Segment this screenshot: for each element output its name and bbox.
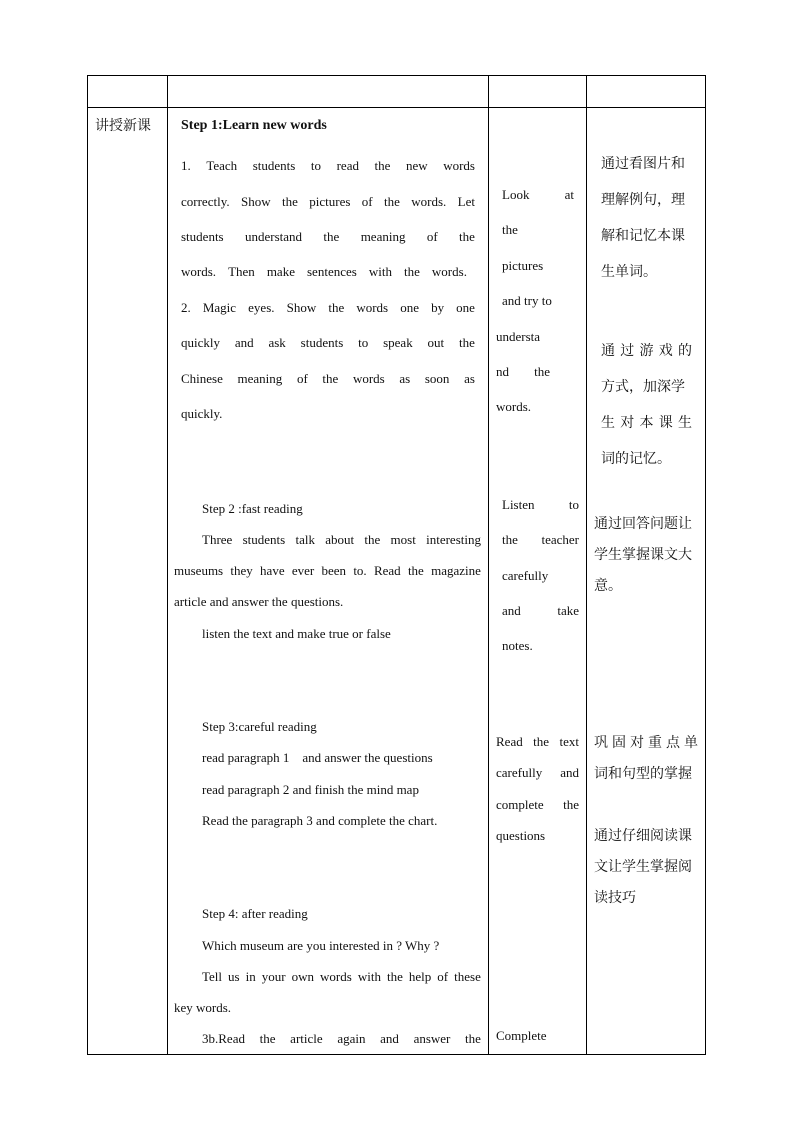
- step1-p2-line3: [181, 371, 475, 387]
- word: speak: [383, 335, 413, 350]
- word: pictures: [309, 194, 351, 209]
- word: words.: [181, 264, 217, 279]
- activity2-line4: [502, 603, 579, 619]
- word: Look: [502, 187, 530, 202]
- word: the: [364, 532, 381, 547]
- activity2-line3: [502, 568, 554, 584]
- purpose4-line1: [594, 734, 698, 752]
- word: 点: [666, 735, 680, 751]
- word: 对: [630, 735, 644, 751]
- word: new: [405, 158, 428, 173]
- table-border-bottom: [87, 1054, 706, 1055]
- word: students: [181, 229, 224, 244]
- word: quickly.: [181, 406, 223, 421]
- column-divider-1: [167, 75, 168, 1055]
- word: 戏: [658, 343, 673, 359]
- word: Magic: [202, 300, 237, 315]
- activity4-line1: Complete: [496, 1028, 547, 1043]
- word: students: [252, 158, 296, 173]
- word: Let: [457, 194, 475, 209]
- step1-p2-line1: [181, 300, 475, 316]
- word: in: [245, 969, 256, 984]
- purpose5-line1: 通过仔细阅读课: [594, 828, 692, 844]
- step1-p2-line4: [181, 406, 241, 422]
- step4-title: Step 4: after reading: [202, 906, 308, 921]
- table-border-left: [87, 75, 88, 1055]
- word: words: [356, 300, 389, 315]
- word: Show: [286, 300, 317, 315]
- step3-line3: Read the paragraph 3 and complete the chart.: [202, 813, 438, 828]
- word: 游: [639, 343, 654, 359]
- word: the: [328, 300, 345, 315]
- word: carefully: [496, 765, 543, 780]
- step4-line1: Which museum are you interested in ? Why ?: [202, 938, 440, 953]
- word: make: [266, 264, 295, 279]
- purpose5-line3: 读技巧: [594, 890, 636, 906]
- activity1-line5: [496, 329, 550, 345]
- word: words: [320, 969, 352, 984]
- word: answer: [413, 1031, 451, 1046]
- word: and: [560, 765, 579, 780]
- word: and try to: [502, 293, 552, 308]
- word: about: [325, 532, 355, 547]
- step4-line4: [202, 1031, 481, 1047]
- word: Chinese: [181, 371, 223, 386]
- word: 重: [648, 735, 662, 751]
- word: the: [502, 532, 518, 547]
- word: words: [443, 158, 475, 173]
- word: students: [242, 532, 286, 547]
- word: the: [386, 969, 403, 984]
- word: ask: [268, 335, 286, 350]
- word: 2.: [181, 300, 191, 315]
- step2-line2: [174, 563, 481, 579]
- table-border-right: [705, 75, 706, 1055]
- word: help: [408, 969, 432, 984]
- purpose1-line4: 生单词。: [601, 264, 657, 280]
- word: of: [361, 194, 373, 209]
- word: been: [321, 563, 347, 578]
- word: Read: [373, 563, 401, 578]
- step2-title: Step 2 :fast reading: [202, 501, 303, 516]
- word: the: [404, 264, 420, 279]
- step1-p1-line1: [181, 158, 475, 174]
- word: one: [400, 300, 419, 315]
- word: the: [384, 194, 400, 209]
- activity1-line7: [496, 399, 540, 415]
- word: complete: [496, 797, 544, 812]
- word: at: [564, 187, 574, 202]
- purpose1-line1: 通过看图片和: [601, 156, 685, 172]
- activity3-line4: [496, 828, 554, 844]
- step1-title: Step 1:Learn new words: [181, 118, 327, 133]
- word: 对: [620, 415, 635, 431]
- word: words.: [411, 194, 447, 209]
- word: article: [290, 1031, 323, 1046]
- step4-line2: [202, 969, 481, 985]
- step1-p1-line3: [181, 229, 475, 245]
- word: the: [502, 222, 518, 237]
- word: out: [427, 335, 445, 350]
- word: again: [337, 1031, 366, 1046]
- purpose3-line1: 通过回答问题让: [594, 516, 692, 532]
- section-label: 讲授新课: [95, 118, 151, 134]
- word: the: [533, 734, 550, 749]
- header-row-divider: [87, 107, 706, 108]
- activity3-line1: [496, 734, 579, 750]
- word: the: [459, 229, 475, 244]
- word: and: [380, 1031, 399, 1046]
- word: 词和句型的掌握: [594, 766, 692, 782]
- activity1-line2: [502, 222, 524, 238]
- word: correctly.: [181, 194, 230, 209]
- word: pictures: [502, 258, 544, 273]
- word: Three: [202, 532, 233, 547]
- column-divider-2: [488, 75, 489, 1055]
- word: 通: [601, 343, 615, 359]
- word: eyes.: [248, 300, 275, 315]
- activity3-line3: [496, 797, 579, 813]
- word: understa: [496, 329, 541, 344]
- word: of: [437, 969, 449, 984]
- activity2-line5: [502, 638, 540, 654]
- step4-line3: key words.: [174, 1000, 232, 1015]
- word: of: [296, 371, 308, 386]
- word: carefully: [502, 568, 549, 583]
- word: magazine: [431, 563, 481, 578]
- word: the: [374, 158, 391, 173]
- word: 课: [658, 415, 673, 431]
- word: one: [456, 300, 475, 315]
- word: Listen: [502, 497, 535, 512]
- word: interesting: [426, 532, 481, 547]
- activity1-line4: [502, 293, 562, 309]
- step3-line1: read paragraph 1 and answer the questions: [202, 750, 433, 765]
- word: your: [261, 969, 286, 984]
- word: 单: [684, 735, 698, 751]
- word: by: [431, 300, 445, 315]
- word: meaning: [237, 371, 283, 386]
- word: 本: [639, 415, 654, 431]
- word: and: [234, 335, 254, 350]
- word: Teach: [206, 158, 238, 173]
- step2-line1: [202, 532, 481, 548]
- purpose3-line2: 学生掌握课文大: [594, 547, 692, 563]
- word: 生: [678, 415, 692, 431]
- purpose1-line2: 理解例句，理: [601, 192, 685, 208]
- word: take: [557, 603, 579, 618]
- word: meaning: [360, 229, 406, 244]
- step1-p2-line2: [181, 335, 475, 351]
- word: teacher: [541, 532, 579, 547]
- word: have: [260, 563, 285, 578]
- word: words.: [431, 264, 467, 279]
- word: with: [357, 969, 381, 984]
- word: Tell: [202, 969, 223, 984]
- word: soon: [424, 371, 450, 386]
- word: to: [310, 158, 322, 173]
- activity3-line2: [496, 765, 579, 781]
- word: the: [534, 364, 550, 379]
- word: the: [459, 335, 475, 350]
- word: 的: [678, 343, 692, 359]
- word: notes.: [502, 638, 533, 653]
- purpose5-line2: 文让学生掌握阅: [594, 859, 692, 875]
- word: 过: [620, 343, 635, 359]
- step2-line3: article and answer the questions.: [174, 594, 344, 609]
- activity2-line1: [502, 497, 579, 513]
- word: students: [300, 335, 344, 350]
- activity1-line3: [502, 258, 552, 274]
- word: the: [465, 1031, 481, 1046]
- step1-p1-line4: [181, 264, 467, 280]
- word: as: [399, 371, 411, 386]
- table-border-top: [87, 75, 706, 76]
- word: museums: [174, 563, 224, 578]
- word: the: [407, 563, 424, 578]
- word: these: [454, 969, 481, 984]
- word: 生: [601, 415, 615, 431]
- purpose3-line3: 意。: [594, 578, 622, 594]
- purpose2-line2: [601, 378, 692, 396]
- word: words.: [496, 399, 532, 414]
- word: understand: [245, 229, 303, 244]
- word: sentences: [307, 264, 357, 279]
- word: the: [281, 194, 298, 209]
- word: to: [568, 497, 579, 512]
- word: 固: [612, 735, 626, 751]
- word: as: [464, 371, 475, 386]
- purpose2-line4: 词的记忆。: [601, 451, 671, 467]
- word: questions: [496, 828, 546, 843]
- word: talk: [295, 532, 315, 547]
- purpose1-line3: 解和记忆本课: [601, 228, 685, 244]
- purpose2-line1: [601, 342, 692, 360]
- step2-line4: listen the text and make true or false: [202, 626, 391, 641]
- word: to: [358, 335, 369, 350]
- word: 1.: [181, 158, 191, 173]
- word: of: [426, 229, 438, 244]
- word: to.: [353, 563, 367, 578]
- word: quickly: [181, 335, 220, 350]
- word: Read: [496, 734, 523, 749]
- column-divider-3: [586, 75, 587, 1055]
- purpose2-line3: [601, 414, 692, 432]
- word: the: [563, 797, 579, 812]
- word: they: [230, 563, 253, 578]
- word: read: [336, 158, 359, 173]
- word: nd: [496, 364, 509, 379]
- activity1-line1: [502, 187, 574, 203]
- word: own: [291, 969, 315, 984]
- word: with: [368, 264, 392, 279]
- word: us: [228, 969, 240, 984]
- step3-title: Step 3:careful reading: [202, 719, 317, 734]
- word: Show: [240, 194, 271, 209]
- word: most: [390, 532, 416, 547]
- word: words: [352, 371, 385, 386]
- word: the: [259, 1031, 276, 1046]
- activity1-line6: [496, 364, 550, 380]
- word: the: [322, 371, 339, 386]
- step1-p1-line2: [181, 194, 475, 210]
- word: text: [559, 734, 579, 749]
- word: the: [323, 229, 340, 244]
- step3-line2: read paragraph 2 and finish the mind map: [202, 782, 419, 797]
- word: 方式，加深学: [601, 379, 685, 395]
- activity2-line2: [502, 532, 579, 548]
- word: and: [502, 603, 521, 618]
- word: Then: [228, 264, 255, 279]
- word: ever: [291, 563, 315, 578]
- word: 3b.Read: [202, 1031, 245, 1046]
- purpose4-line2: [594, 765, 698, 783]
- word: 巩: [594, 735, 608, 751]
